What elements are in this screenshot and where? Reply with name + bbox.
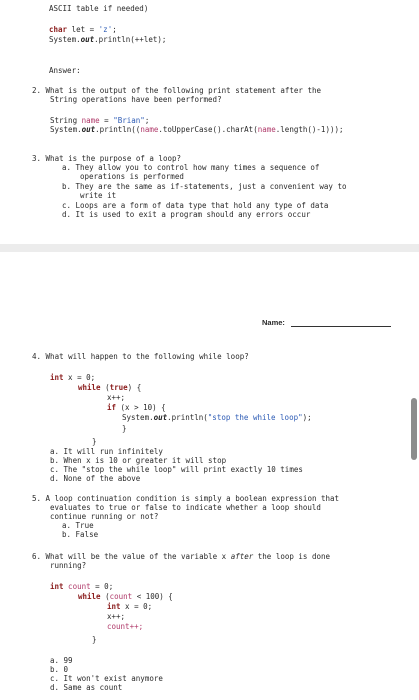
document-page-1 xyxy=(0,0,419,244)
keyword: if xyxy=(107,403,117,412)
variable: name xyxy=(140,125,159,134)
code-text: .println(++let); xyxy=(94,35,167,44)
question-3-option-b-cont: write it xyxy=(80,191,117,200)
code-text: x = 0; xyxy=(120,602,153,611)
keyword: int xyxy=(107,602,121,611)
question-3-option-b: b. They are the same as if-statements, just a convenient way to xyxy=(62,182,347,191)
question-2-line-2: String operations have been performed? xyxy=(50,95,222,104)
question-3-option-a: a. They allow you to control how many times a sequence of xyxy=(62,163,320,172)
code-text: System. xyxy=(49,35,81,44)
question-5-line-1: 5. A loop continuation condition is simply a boolean expression that xyxy=(32,494,340,503)
question-5-line-3: continue running or not? xyxy=(50,512,159,521)
question-6-line-1 xyxy=(32,552,330,561)
code-text: = xyxy=(99,116,114,125)
keyword: int xyxy=(50,373,64,382)
code-line xyxy=(107,403,166,412)
code-text: System. xyxy=(50,125,82,134)
answer-label: Answer: xyxy=(49,66,81,75)
question-5-option-a: a. True xyxy=(62,521,94,530)
emphasis: after xyxy=(230,552,254,561)
question-4-option-d: d. None of the above xyxy=(50,474,141,483)
keyword: char xyxy=(49,25,68,34)
code-text: (x > 10) { xyxy=(116,403,166,412)
question-6-option-d: d. Same as count xyxy=(50,683,123,692)
code-println-line xyxy=(49,35,166,44)
question-4-option-b: b. When x is 10 or greater it will stop xyxy=(50,456,227,465)
top-text: ASCII table if needed) xyxy=(49,4,149,13)
question-2-line-1: 2. What is the output of the following print statement after the xyxy=(32,86,321,95)
code-line xyxy=(78,592,173,601)
code-line: } xyxy=(92,635,97,644)
question-text: the loop is done xyxy=(253,552,331,561)
code-text: System. xyxy=(122,413,154,422)
question-3-option-d: d. It is used to exit a program should any errors occur xyxy=(62,210,311,219)
question-4-option-c: c. The "stop the while loop" will print exactly 10 times xyxy=(50,465,303,474)
document-page-2 xyxy=(0,252,419,700)
code-text: let = xyxy=(67,25,99,34)
code-out: out xyxy=(80,35,95,44)
string-literal: "stop the while loop" xyxy=(207,413,303,422)
question-6-option-a: a. 99 xyxy=(50,656,73,665)
code-text: String xyxy=(50,116,82,125)
keyword: true xyxy=(109,383,128,392)
code-out: out xyxy=(153,413,168,422)
question-4: 4. What will happen to the following while loop? xyxy=(32,352,249,361)
scrollbar-thumb[interactable] xyxy=(411,398,417,460)
question-5-line-2: evaluates to true or false to indicate whether a loop should xyxy=(50,503,321,512)
code-text: .println(( xyxy=(95,125,141,134)
code-text: < 100) { xyxy=(132,592,173,601)
code-out: out xyxy=(81,125,96,134)
code-text: x = 0; xyxy=(63,373,96,382)
code-text: ( xyxy=(100,383,110,392)
code-line xyxy=(78,383,141,392)
question-3-option-a-cont: operations is performed xyxy=(80,172,184,181)
question-6-line-2: running? xyxy=(50,561,87,570)
keyword: while xyxy=(78,383,101,392)
code-text: .length()-1))); xyxy=(275,125,344,134)
code-line xyxy=(122,413,312,422)
question-3-option-c: c. Loops are a form of data type that hold any type of data xyxy=(62,201,329,210)
code-string-line xyxy=(50,116,149,125)
code-text: ; xyxy=(144,116,150,125)
question-6-option-b: b. 0 xyxy=(50,665,69,674)
question-text: 6. What will be the value of the variable x xyxy=(32,552,231,561)
code-line: count++; xyxy=(107,622,144,631)
code-text: ); xyxy=(302,413,312,422)
code-text: .println( xyxy=(167,413,208,422)
code-line: } xyxy=(122,424,127,433)
code-text: = 0; xyxy=(90,582,114,591)
code-line: x++; xyxy=(107,393,126,402)
variable: count xyxy=(63,582,91,591)
code-print-line xyxy=(50,125,344,134)
string-literal: 'z' xyxy=(98,25,113,34)
code-text: ) { xyxy=(127,383,142,392)
variable: count xyxy=(109,592,133,601)
variable: name xyxy=(81,116,100,125)
string-literal: "Brian" xyxy=(113,116,145,125)
code-line xyxy=(107,602,152,611)
name-underline xyxy=(291,326,391,327)
question-5-option-b: b. False xyxy=(62,530,99,539)
code-line xyxy=(50,582,113,591)
code-line xyxy=(50,373,95,382)
keyword: while xyxy=(78,592,101,601)
question-3-line-1: 3. What is the purpose of a loop? xyxy=(32,154,182,163)
question-4-option-a: a. It will run infinitely xyxy=(50,447,163,456)
code-text: ; xyxy=(112,25,117,34)
code-char-line xyxy=(49,25,117,34)
code-text: .toUpperCase().charAt( xyxy=(158,125,258,134)
keyword: int xyxy=(50,582,64,591)
name-label: Name: xyxy=(262,318,285,327)
question-6-option-c: c. It won't exist anymore xyxy=(50,674,163,683)
variable: name xyxy=(257,125,276,134)
code-line: x++; xyxy=(107,612,126,621)
code-text: ( xyxy=(100,592,110,601)
code-line: } xyxy=(92,437,97,446)
